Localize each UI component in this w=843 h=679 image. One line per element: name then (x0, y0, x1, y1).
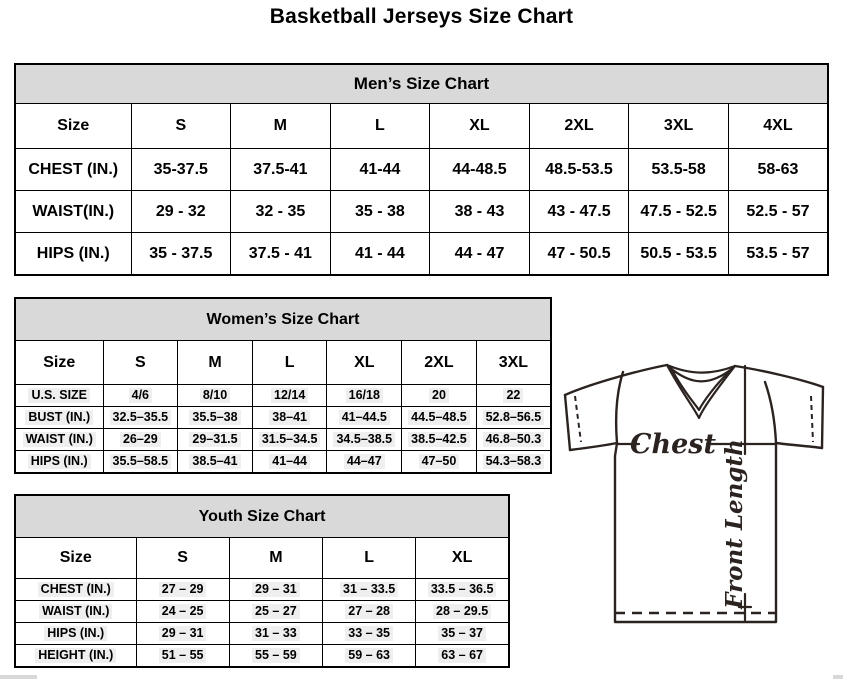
col-header: XL (327, 341, 402, 385)
col-header: M (229, 538, 322, 579)
col-header: L (252, 341, 327, 385)
table-banner-row (15, 64, 828, 104)
cell-value: 41–44 (269, 454, 310, 470)
cell-value: 47–50 (419, 454, 460, 470)
cell: 35 - 38 (330, 191, 430, 233)
cell-value: 26–29 (120, 432, 161, 448)
cell-value: 38–41 (269, 410, 310, 426)
cell-value: 38.5–42.5 (408, 432, 470, 448)
cell: 44 - 47 (430, 233, 530, 276)
cell (229, 579, 322, 601)
cell: 47.5 - 52.5 (629, 191, 729, 233)
cell: 38 - 43 (430, 191, 530, 233)
table-row (15, 601, 509, 623)
table-row (15, 579, 509, 601)
cell (178, 385, 253, 407)
table-banner-row (15, 495, 509, 538)
cell (476, 429, 551, 451)
cell (178, 429, 253, 451)
row-label (15, 579, 136, 601)
cell-value: 41–44.5 (339, 410, 390, 426)
table-row (15, 407, 551, 429)
row-label-text: CHEST (IN.) (38, 582, 114, 598)
cell-value: 25 – 27 (252, 604, 300, 620)
v-neck-collar (667, 365, 735, 418)
cell (323, 623, 416, 645)
cell (323, 579, 416, 601)
cell: 35 - 37.5 (131, 233, 231, 276)
cell (103, 451, 178, 474)
cell (252, 451, 327, 474)
cell (327, 385, 402, 407)
table-row (15, 233, 828, 276)
table-banner-row (15, 298, 551, 341)
cell (252, 385, 327, 407)
table-row (15, 191, 828, 233)
row-label-text: WAIST (IN.) (39, 604, 112, 620)
cell-value: 34.5–38.5 (333, 432, 395, 448)
col-header: XL (416, 538, 509, 579)
womens-size-table (14, 297, 552, 474)
cell (178, 407, 253, 429)
cell (136, 623, 229, 645)
cell (178, 451, 253, 474)
cell-value: 44–47 (344, 454, 385, 470)
col-header: 4XL (728, 104, 828, 149)
cell-value: 35.5–58.5 (110, 454, 172, 470)
cell (476, 385, 551, 407)
cell (252, 429, 327, 451)
cell (103, 385, 178, 407)
cell-value: 52.8–56.5 (483, 410, 545, 426)
cell: 50.5 - 53.5 (629, 233, 729, 276)
cell-value: 59 – 63 (345, 648, 393, 664)
table-banner: Youth Size Chart (15, 495, 509, 538)
row-label (15, 429, 103, 451)
column-header-row (15, 538, 509, 579)
cell (402, 429, 477, 451)
cell (323, 645, 416, 668)
row-label: CHEST (IN.) (15, 149, 131, 191)
cell: 44-48.5 (430, 149, 530, 191)
horizontal-scrollbar-fragment-right[interactable] (833, 675, 843, 679)
table-row (15, 429, 551, 451)
cell: 41 - 44 (330, 233, 430, 276)
col-header: S (136, 538, 229, 579)
row-label-text: WAIST (IN.) (23, 432, 96, 448)
cell (229, 623, 322, 645)
cell-value: 29 – 31 (252, 582, 300, 598)
page-title: Basketball Jerseys Size Chart (269, 5, 574, 28)
col-header: M (178, 341, 253, 385)
cell-value: 44.5–48.5 (408, 410, 470, 426)
col-header: M (231, 104, 331, 149)
cell-value: 32.5–35.5 (110, 410, 172, 426)
youth-size-table (14, 494, 510, 668)
cell-value: 54.3–58.3 (483, 454, 545, 470)
cell: 37.5-41 (231, 149, 331, 191)
cell-value: 24 – 25 (159, 604, 207, 620)
row-label-text: HIPS (IN.) (28, 454, 91, 470)
col-header: S (131, 104, 231, 149)
cell (136, 601, 229, 623)
horizontal-scrollbar-fragment-left[interactable] (0, 675, 37, 679)
cell (323, 601, 416, 623)
col-header: 2XL (529, 104, 629, 149)
cell-value: 35.5–38 (189, 410, 240, 426)
cell-value: 4/6 (129, 388, 152, 404)
row-label-text: U.S. SIZE (28, 388, 90, 404)
cell (476, 451, 551, 474)
cell: 35-37.5 (131, 149, 231, 191)
table-banner: Women’s Size Chart (15, 298, 551, 341)
row-label (15, 385, 103, 407)
cell-value: 27 – 29 (159, 582, 207, 598)
row-label (15, 601, 136, 623)
row-label (15, 407, 103, 429)
chest-label: Chest (630, 429, 716, 460)
cell-value: 55 – 59 (252, 648, 300, 664)
cell-value: 29–31.5 (189, 432, 240, 448)
row-label (15, 623, 136, 645)
col-header: S (103, 341, 178, 385)
cell-value: 28 – 29.5 (433, 604, 491, 620)
cell (136, 579, 229, 601)
cell: 32 - 35 (231, 191, 331, 233)
table-row (15, 385, 551, 407)
col-header: XL (430, 104, 530, 149)
cell: 48.5-53.5 (529, 149, 629, 191)
cell (402, 385, 477, 407)
column-header-row (15, 104, 828, 149)
row-label-text: HIPS (IN.) (44, 626, 107, 642)
cell: 43 - 47.5 (529, 191, 629, 233)
cell-value: 38.5–41 (189, 454, 240, 470)
cell: 58-63 (728, 149, 828, 191)
cell-value: 22 (503, 388, 523, 404)
mens-size-table (14, 63, 829, 276)
cell-value: 31 – 33.5 (340, 582, 398, 598)
col-header: Size (15, 341, 103, 385)
row-label-text: BUST (IN.) (25, 410, 93, 426)
cell (136, 645, 229, 668)
cell (103, 407, 178, 429)
cell (327, 429, 402, 451)
cell (416, 579, 509, 601)
cell: 47 - 50.5 (529, 233, 629, 276)
cell-value: 31.5–34.5 (259, 432, 321, 448)
cell (416, 645, 509, 668)
table-row (15, 149, 828, 191)
row-label (15, 451, 103, 474)
jersey-diagram (556, 356, 843, 632)
col-header: 3XL (476, 341, 551, 385)
cell (229, 645, 322, 668)
cell-value: 27 – 28 (345, 604, 393, 620)
cell-value: 16/18 (346, 388, 383, 404)
front-length-label: Front Length (721, 439, 748, 609)
cell: 53.5-58 (629, 149, 729, 191)
row-label: HIPS (IN.) (15, 233, 131, 276)
cell-value: 33 – 35 (345, 626, 393, 642)
cell-value: 20 (429, 388, 449, 404)
cell-value: 46.8–50.3 (483, 432, 545, 448)
cell (402, 451, 477, 474)
cell: 29 - 32 (131, 191, 231, 233)
row-label (15, 645, 136, 668)
table-row (15, 623, 509, 645)
cell (229, 601, 322, 623)
col-header: L (323, 538, 416, 579)
col-header: 2XL (402, 341, 477, 385)
cell-value: 35 – 37 (438, 626, 486, 642)
col-header: Size (15, 104, 131, 149)
table-row (15, 451, 551, 474)
cell-value: 63 – 67 (438, 648, 486, 664)
cell-value: 31 – 33 (252, 626, 300, 642)
cell (476, 407, 551, 429)
cell (416, 623, 509, 645)
col-header: Size (15, 538, 136, 579)
row-label: WAIST(IN.) (15, 191, 131, 233)
cell (252, 407, 327, 429)
cell-value: 29 – 31 (159, 626, 207, 642)
cell (327, 451, 402, 474)
cell (416, 601, 509, 623)
cell: 41-44 (330, 149, 430, 191)
table-banner: Men’s Size Chart (15, 64, 828, 104)
cell-value: 33.5 – 36.5 (428, 582, 497, 598)
col-header: L (330, 104, 430, 149)
cell (103, 429, 178, 451)
cell-value: 12/14 (271, 388, 308, 404)
cell-value: 8/10 (200, 388, 230, 404)
cell-value: 51 – 55 (159, 648, 207, 664)
cell (402, 407, 477, 429)
cell: 53.5 - 57 (728, 233, 828, 276)
col-header: 3XL (629, 104, 729, 149)
row-label-text: HEIGHT (IN.) (35, 648, 116, 664)
cell: 37.5 - 41 (231, 233, 331, 276)
table-row (15, 645, 509, 668)
column-header-row (15, 341, 551, 385)
cell (327, 407, 402, 429)
cell: 52.5 - 57 (728, 191, 828, 233)
